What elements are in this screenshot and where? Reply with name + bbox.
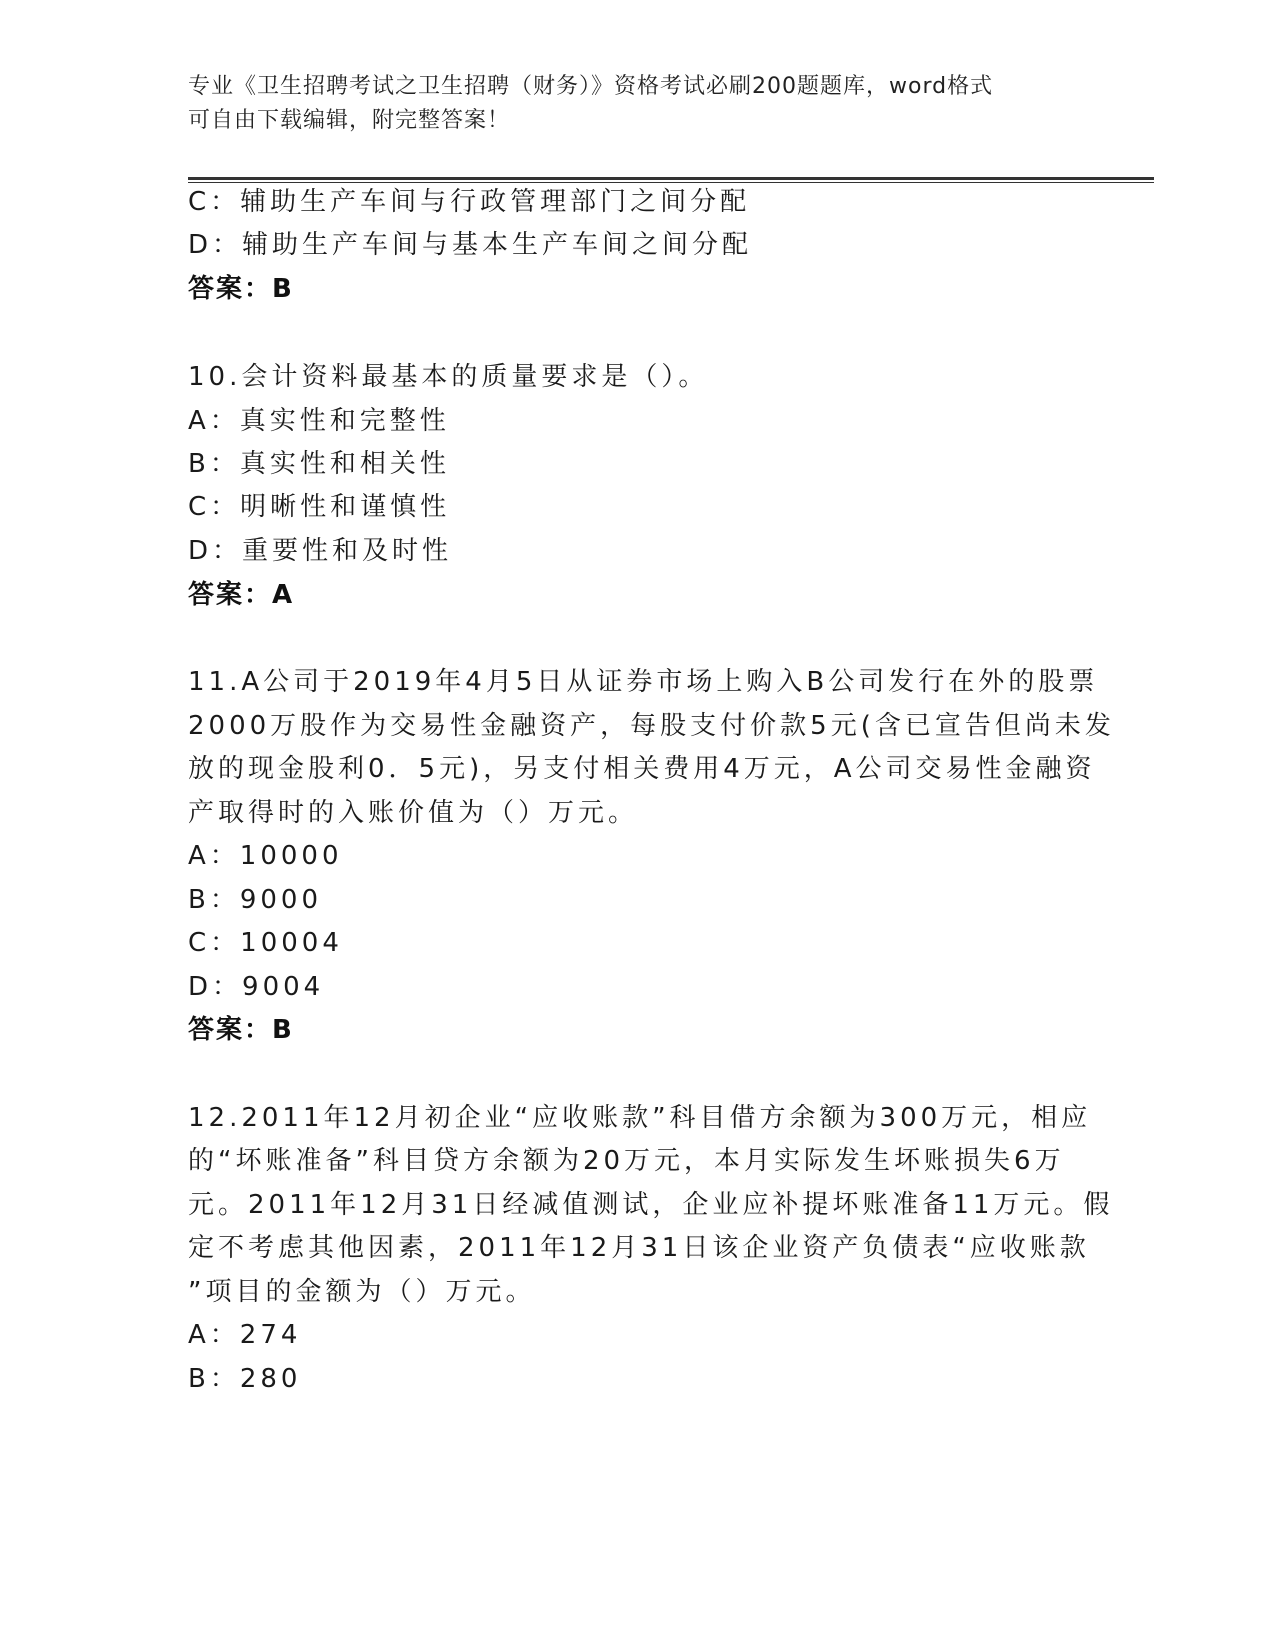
q11-stem-line-4: 产取得时的入账价值为（）万元。 — [188, 798, 639, 828]
q10-answer: 答案：A — [188, 580, 295, 610]
page-header — [188, 70, 1088, 138]
q10-stem: 10.会计资料最基本的质量要求是（）。 — [188, 362, 709, 392]
q9-option-d: D：辅助生产车间与基本生产车间之间分配 — [188, 230, 753, 260]
q12-option-b: B：280 — [188, 1364, 302, 1394]
q10-option-b: B：真实性和相关性 — [188, 449, 450, 479]
header-line-1: 专业《卫生招聘考试之卫生招聘（财务）》资格考试必刷200题题库，word格式 — [188, 74, 994, 99]
q10-option-d: D：重要性和及时性 — [188, 536, 453, 566]
q10-option-c: C：明晰性和谨慎性 — [188, 492, 451, 522]
q10-option-a: A：真实性和完整性 — [188, 406, 450, 436]
q9-option-c: C：辅助生产车间与行政管理部门之间分配 — [188, 187, 751, 217]
header-rule-thin — [188, 182, 1154, 183]
header-rule-thick — [188, 177, 1154, 180]
q12-stem-line-5: ”项目的金额为（）万元。 — [188, 1277, 536, 1307]
q11-option-b: B：9000 — [188, 885, 323, 915]
q11-stem-line-2: 2000万股作为交易性金融资产，每股支付价款5元(含已宣告但尚未发 — [188, 711, 1115, 741]
q12-stem-line-4: 定不考虑其他因素，2011年12月31日该企业资产负债表“应收账款 — [188, 1233, 1090, 1263]
q12-stem-line-2: 的“坏账准备”科目贷方余额为20万元，本月实际发生坏账损失6万 — [188, 1146, 1065, 1176]
q11-stem-line-3: 放的现金股利0．5元)，另支付相关费用4万元，A公司交易性金融资 — [188, 754, 1096, 784]
q11-option-d: D：9004 — [188, 972, 325, 1002]
q9-answer: 答案：B — [188, 274, 294, 304]
q11-option-c: C：10004 — [188, 928, 343, 958]
q12-stem-line-3: 元。2011年12月31日经减值测试，企业应补提坏账准备11万元。假 — [188, 1190, 1114, 1220]
q12-stem-line-1: 12.2011年12月初企业“应收账款”科目借方余额为300万元，相应 — [188, 1103, 1092, 1133]
q11-option-a: A：10000 — [188, 841, 343, 871]
q12-option-a: A：274 — [188, 1320, 302, 1350]
q11-stem-line-1: 11.A公司于2019年4月5日从证券市场上购入B公司发行在外的股票 — [188, 667, 1099, 697]
header-line-2: 可自由下载编辑，附完整答案！ — [188, 108, 511, 133]
q11-answer: 答案：B — [188, 1015, 294, 1045]
